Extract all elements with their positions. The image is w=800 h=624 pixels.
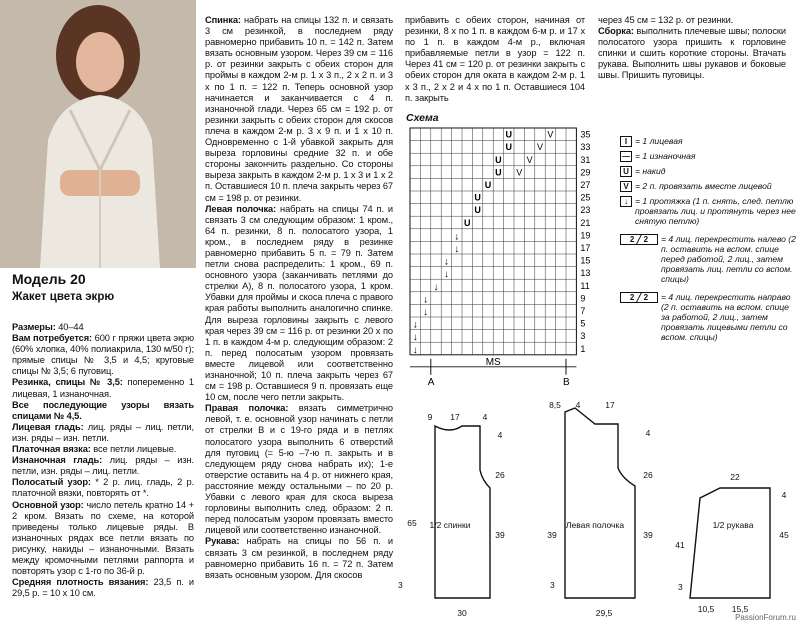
legend-item <box>620 292 796 342</box>
legend-text: = 2 п. провязать вместе лицевой <box>635 181 772 191</box>
chart-yarnover-mark: U <box>505 129 513 140</box>
sleeve-piece-outline <box>690 488 770 598</box>
chart-slip-mark: ↓ <box>454 231 460 243</box>
sleeve-cap-height: 4 <box>781 490 787 500</box>
chart-row-number: 7 <box>580 306 586 316</box>
col1-text: 23,5 п. и 29,5 р. = 10 х 10 см. <box>12 577 195 599</box>
col2-text: набрать на спицы 74 п. и связать 3 см следующим образом: 1 кром., 64 п. резинки, 8 п. полосатого узора, 1 кром., в последнем ряду в резинке равномерно прибавить 5 п. = 79 п. Затем петли снова распределить: 1 кром., 69 п. основного узора (заканчивать петлями до стрелки А), 8 п. полосатого узора, 1 кром. Убавки для проймы и скоса плеча с правого края работы выполнить аналогично спинке. Для выреза горловины закрыть с левого края через 39 см = 116 р. от резинки 20 х по 1 п. в каждом 4-м р. следующим образом: 2 п. перед полосатым узором провязать вместе лицевой или соответственно изнаночной; 10 п. плеча закрыть через 67 см = 198 р. Оставшиеся 9 п. провязать еще 10 см, после чего петли закрыть. <box>205 203 393 403</box>
back-length-dimension: 65 <box>407 518 417 528</box>
col1-text: лиц. ряды – лиц. петли, изн. ряды – изн. петли. <box>12 421 194 443</box>
col1-heading: Резинка, спицы № 3,5: <box>12 377 123 388</box>
sleeve-column <box>405 15 585 104</box>
back-neck-dimension: 9 <box>427 412 433 422</box>
col2-text: вязать симметрично левой, т. е. основной узор начинать с петли от стрелки В и с 19-го ряда и в петлях полосатого узора выполнить 6 отверстий для пуговиц (= 5-ю –7-ю п. закрыть и в следующем ряду снова набрать их); 1-е отверстие оставить на 4 р. от нижнего края, расстояние между остальными – по 20 р. Убавки с левого края для скоса выреза горловины выполнить след. образом: 2 п. перед полосатым узором провязать вместо лицевой или соответственно изнаночной. <box>205 403 393 536</box>
col1-text: * 2 р. лиц. гладь, 2 р. платочной вязки, повторять от *. <box>12 477 194 499</box>
col1-paragraph <box>12 333 194 377</box>
front-shoulder-dimension: 17 <box>605 400 615 410</box>
schema-title: Схема <box>406 112 439 124</box>
col2-paragraph <box>205 403 393 536</box>
col2-heading: Спинка: <box>205 15 241 25</box>
sleeve-hem-dimension: 3 <box>678 582 683 592</box>
col2-paragraph <box>205 204 393 404</box>
col1-text: 600 г пряжи цвета экрю (60% хлопка, 40% полиакрила, 130 м/50 г); прямые спицы № 3,5 и 4,5; круговые спицы № 3,5; 6 пуговиц. <box>12 333 194 377</box>
col1-paragraph <box>12 477 194 499</box>
col1-paragraph <box>12 400 194 422</box>
legend-symbol-icon: — <box>622 152 630 161</box>
legend-symbol-icon: V <box>620 181 632 192</box>
col1-heading: Средняя плотность вязания: <box>12 577 149 588</box>
col3-text: прибавить с обеих сторон, начиная от резинки, 8 х по 1 п. в каждом 6-м р. и 17 х по 1 п. в каждом 4-м р., включая прибавляемые петли в узор = 122 п. Через 41 см = 120 р. от резинки закрыть с обеих сторон для оката в каждом 2-м р. 1 х 3 п., 2 х 2 и 4 х по 1 п. Оставшиеся 104 п. закрыть <box>405 15 585 103</box>
chart-slip-mark: ↓ <box>423 307 429 318</box>
chart-row-number: 13 <box>580 268 591 279</box>
materials-column <box>12 322 194 599</box>
chart-yarnover-mark: U <box>495 167 502 178</box>
chart-yarnover-mark: U <box>474 192 481 203</box>
chart-row-number: 19 <box>580 230 591 241</box>
chart-row-number: 25 <box>580 192 591 203</box>
sleeve-cuff-dim-2: 15,5 <box>731 604 749 614</box>
pattern-schematics <box>390 398 800 624</box>
back-side-dimension: 39 <box>495 530 505 540</box>
col2-paragraph <box>205 15 393 204</box>
front-neck-dimension: 4 <box>575 400 581 410</box>
chart-row-number: 17 <box>580 243 591 253</box>
legend-symbol-icon: U <box>620 166 632 177</box>
col1-text: лиц. ряды – изн. петли, изн. ряды – лиц. петли. <box>12 455 194 477</box>
sleeve-cap-dimension: 22 <box>730 472 740 482</box>
assembly-column <box>598 15 786 82</box>
chart-row-number: 5 <box>580 318 586 329</box>
col4-heading: Сборка: <box>598 26 634 37</box>
chart-slip-mark: ↓ <box>443 269 449 281</box>
col1-heading: Полосатый узор: <box>12 477 91 488</box>
col1-paragraph <box>12 500 194 578</box>
legend-item <box>620 181 796 192</box>
legend-item <box>620 234 796 284</box>
back-shoulder-dimension: 17 <box>450 412 460 422</box>
chart-row-number: 21 <box>580 217 591 228</box>
chart-slip-mark: ↓ <box>433 281 439 293</box>
chart-row-number: 15 <box>580 255 591 266</box>
legend-text: = 1 изнаночная <box>635 151 696 161</box>
chart-row-number: 23 <box>580 205 591 216</box>
col3-paragraph <box>405 15 585 104</box>
chart-decrease-mark: V <box>526 154 533 165</box>
chart-row-number: 35 <box>580 129 591 140</box>
col1-paragraph <box>12 444 194 455</box>
sleeve-piece-label: 1/2 рукава <box>712 520 754 530</box>
chart-row-number: 33 <box>580 142 591 153</box>
chart-decrease-mark: V <box>536 142 544 153</box>
instructions-column <box>205 15 393 581</box>
chart-yarnover-mark: U <box>484 180 492 190</box>
chart-slip-mark: ↓ <box>412 319 418 331</box>
legend-text: = 4 лиц. перекрестить налево (2 п. оставить на вспом. спице перед работой, 2 лиц., затем провязать лиц. петли со вспом. спицы) <box>661 234 796 284</box>
front-armhole-dimension: 26 <box>643 470 653 480</box>
legend-item <box>620 166 796 177</box>
legend-item <box>620 136 796 147</box>
chart-yarnover-mark: U <box>463 217 471 228</box>
front-width-dimension: 29,5 <box>595 608 613 618</box>
chart-row-number: 1 <box>580 343 586 354</box>
back-slope-dimension: 4 <box>482 412 488 422</box>
front-piece-outline <box>565 408 635 598</box>
sleeve-length-dimension: 41 <box>675 540 685 550</box>
chart-slip-mark: ↓ <box>412 332 418 344</box>
chart-decrease-mark: V <box>516 167 523 178</box>
back-hem-dimension: 3 <box>398 580 403 590</box>
col1-heading: Лицевая гладь: <box>12 421 84 432</box>
chart-row-number: 31 <box>580 154 591 165</box>
front-piece-label: Левая полочка <box>565 520 625 530</box>
front-side-dimension: 39 <box>643 530 653 540</box>
front-side-dim: 4 <box>645 428 651 438</box>
col1-text: все петли лицевые. <box>90 444 177 455</box>
col2-paragraph <box>205 536 393 580</box>
col4-paragraph <box>598 26 786 81</box>
model-photo <box>0 0 196 268</box>
model-title: Модель 20 <box>12 271 86 287</box>
chart-legend <box>620 136 796 350</box>
col1-text: 40–44 <box>55 322 84 332</box>
legend-symbol-icon: 2 ╱ 2 <box>620 234 658 245</box>
chart-slip-mark: ↓ <box>423 294 429 306</box>
sleeve-total-length: 45 <box>779 530 789 540</box>
legend-text: = 4 лиц. перекрестить направо (2 п. оставить на вспом. спице за работой, 2 лиц., затем провязать лицевыми петли со вспом. спицы) <box>661 292 791 342</box>
col1-heading: Основной узор: <box>12 499 84 510</box>
sleeve-cuff-dim-1: 10,5 <box>697 604 715 614</box>
col1-paragraph <box>12 322 194 333</box>
col1-heading: Платочная вязка: <box>12 444 91 455</box>
col1-paragraph <box>12 455 194 477</box>
col1-heading: Изнаночная гладь: <box>12 455 103 466</box>
legend-symbol-icon: 2 ╱ 2 <box>620 292 658 303</box>
legend-text: = 1 лицевая <box>635 136 683 146</box>
legend-symbol-icon: I <box>620 136 632 147</box>
chart-row-number: 3 <box>580 331 586 342</box>
front-band-dimension: 8,5 <box>549 400 561 410</box>
legend-symbol-icon: ↓ <box>620 196 632 207</box>
chart-slip-mark: ↓ <box>412 344 418 356</box>
back-side-dim-1: 4 <box>497 430 503 440</box>
col2-heading: Правая полочка: <box>205 403 289 414</box>
front-length-dimension: 39 <box>547 530 557 540</box>
col2-heading: Рукава: <box>205 536 240 547</box>
back-armhole-dimension: 26 <box>495 470 505 480</box>
model-subtitle: Жакет цвета экрю <box>12 291 115 303</box>
legend-item <box>620 196 796 226</box>
col4-text: выполнить плечевые швы; полоски полосатого узора пришить к горловине спинки и сшить короткие стороны. Втачать рукава. Выполнить швы рукавов и боковые швы. Пришить пуговицы. <box>598 26 786 81</box>
col1-heading: Размеры: <box>12 322 56 332</box>
chart-slip-mark: ↓ <box>454 244 460 255</box>
chart-label-a: A <box>427 376 435 386</box>
chart-row-number: 27 <box>580 180 591 190</box>
col2-text: набрать на спицы 132 п. и связать 3 см резинкой, в последнем ряду равномерно прибавить 10 п. = 142 п. Затем вязать основным узором. Через 39 см = 116 р. от резинки закрыть с обеих сторон для проймы в каждом 2-м р. 1 х 3 п., 2 х 2 п. и 3 х по 1 п. = 122 п. Теперь основной узор начинается и заканчивается с 4 п. изнаночной глади. Через 65 см = 192 р. от резинки закрыть с обеих сторон для скосов плеча в каждом 2-м р. 3 х 9 п. и 1 х 10 п. Одновременно с 1-й убавкой закрыть для выреза горловины средние 32 п. и обе стороны закончить раздельно. Со стороны выреза закрыть в каждом 2-м р. 1 х 3 и 1 х 2 п. Оставшиеся 10 п. плеча закрыть через 67 см = 198 р. от резинки. <box>205 15 393 203</box>
back-piece-outline <box>435 426 490 598</box>
legend-item <box>620 151 796 162</box>
col4-text: через 45 см = 132 р. от резинки. <box>598 15 734 25</box>
chart-slip-mark: ↓ <box>443 256 449 268</box>
col2-text: набрать на спицы по 56 п. и связать 3 см резинкой, в последнем ряду равномерно прибавить 16 п. = 72 п. Затем вязать основным узором. Для скосов <box>205 536 393 580</box>
col1-paragraph <box>12 377 194 399</box>
chart-decrease-mark: V <box>547 129 554 140</box>
knitting-chart <box>400 124 608 386</box>
chart-row-number: 9 <box>580 293 586 304</box>
chart-label-b: B <box>563 376 570 386</box>
legend-text: = накид <box>635 166 666 176</box>
chart-row-number: 29 <box>580 167 591 178</box>
col1-text: число петель кратно 14 + 2 кром. Вязать по схеме, на которой приведены только лицевые ряды. В изнаночных рядах все петли вязать по рисунку, накиды – изнаночными. Вязать между кромочными петлями раппорта и повторять узор с 1-го по 36-й р. <box>12 499 194 577</box>
chart-yarnover-mark: U <box>474 205 481 216</box>
legend-text: = 1 протяжка (1 п. снять, след. петлю провязать лиц. и протянуть через нее снятую петлю) <box>635 196 796 226</box>
chart-row-number: 11 <box>580 280 590 291</box>
col2-heading: Левая полочка: <box>205 203 277 214</box>
chart-label-ms: MS <box>485 356 501 368</box>
col1-paragraph <box>12 422 194 444</box>
col4-paragraph <box>598 15 786 26</box>
col1-heading: Вам потребуется: <box>12 333 93 344</box>
col1-heading: Все последующие узоры вязать спицами № 4,5. <box>12 399 194 421</box>
col1-paragraph <box>12 577 194 599</box>
chart-yarnover-mark: U <box>495 154 502 165</box>
back-piece-label: 1/2 спинки <box>429 520 471 530</box>
front-hem-dimension: 3 <box>550 580 555 590</box>
chart-yarnover-mark: U <box>505 142 513 153</box>
back-width-dimension: 30 <box>457 608 467 618</box>
col1-text: попеременно 1 лицевая, 1 изнаночная. <box>12 377 194 399</box>
watermark: PassionForum.ru <box>735 613 796 622</box>
